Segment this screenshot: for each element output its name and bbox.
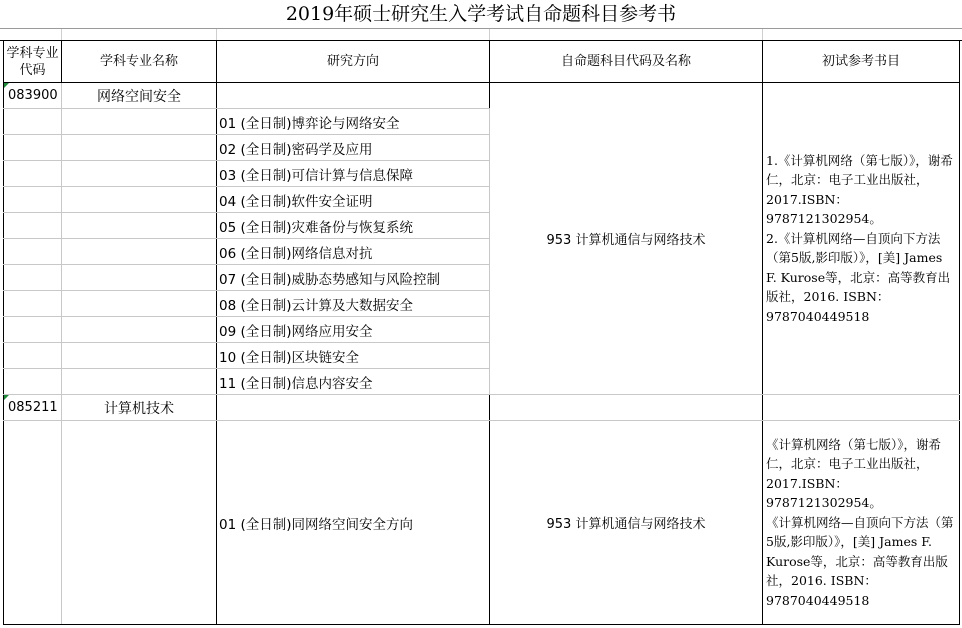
subject-cell[interactable]: 953 计算机通信与网络技术 bbox=[490, 421, 763, 625]
direction-item[interactable]: 07 (全日制)威胁态势感知与风险控制 bbox=[217, 265, 490, 291]
books-list bbox=[763, 151, 959, 327]
name-cell-empty[interactable] bbox=[62, 187, 217, 213]
program-name[interactable]: 计算机技术 bbox=[62, 395, 217, 421]
books-cell[interactable] bbox=[763, 421, 960, 625]
reference-table bbox=[3, 40, 960, 625]
code-cell-empty[interactable] bbox=[4, 109, 62, 135]
direction-item[interactable]: 03 (全日制)可信计算与信息保障 bbox=[217, 161, 490, 187]
direction-item[interactable]: 01 (全日制)同网络空间安全方向 bbox=[217, 421, 490, 625]
direction-cell[interactable] bbox=[217, 83, 490, 109]
header-direction[interactable]: 研究方向 bbox=[217, 41, 490, 83]
code-cell-empty[interactable] bbox=[4, 265, 62, 291]
table-row bbox=[4, 83, 960, 109]
direction-item[interactable]: 08 (全日制)云计算及大数据安全 bbox=[217, 291, 490, 317]
direction-item[interactable]: 05 (全日制)灾难备份与恢复系统 bbox=[217, 213, 490, 239]
code-cell-empty[interactable] bbox=[4, 317, 62, 343]
table-row bbox=[4, 395, 960, 421]
comment-marker-icon bbox=[4, 83, 9, 88]
code-cell-empty[interactable] bbox=[4, 343, 62, 369]
program-name[interactable]: 网络空间安全 bbox=[62, 83, 217, 109]
name-cell-empty[interactable] bbox=[62, 135, 217, 161]
code-cell-empty[interactable] bbox=[4, 291, 62, 317]
header-row bbox=[4, 41, 960, 83]
books-list bbox=[763, 435, 959, 611]
name-cell-empty[interactable] bbox=[62, 421, 217, 625]
name-cell-empty[interactable] bbox=[62, 161, 217, 187]
program-code-cell[interactable] bbox=[4, 83, 62, 109]
header-name[interactable]: 学科专业名称 bbox=[62, 41, 217, 83]
name-cell-empty[interactable] bbox=[62, 239, 217, 265]
direction-item[interactable]: 11 (全日制)信息内容安全 bbox=[217, 369, 490, 395]
code-cell-empty[interactable] bbox=[4, 161, 62, 187]
name-cell-empty[interactable] bbox=[62, 343, 217, 369]
name-cell-empty[interactable] bbox=[62, 213, 217, 239]
program-code: 083900 bbox=[8, 88, 58, 103]
book-item: 1.《计算机网络（第七版）》，谢希仁，北京：电子工业出版社，2017.ISBN：9787121302954。 bbox=[766, 152, 953, 227]
direction-cell[interactable] bbox=[217, 395, 490, 421]
direction-item[interactable]: 06 (全日制)网络信息对抗 bbox=[217, 239, 490, 265]
name-cell-empty[interactable] bbox=[62, 317, 217, 343]
book-item: 2.《计算机网络—自顶向下方法（第5版,影印版）》，[美] James F. Kurose等，北京：高等教育出版社，2016. ISBN：9787040449518 bbox=[766, 230, 951, 324]
direction-item[interactable]: 04 (全日制)软件安全证明 bbox=[217, 187, 490, 213]
direction-item[interactable]: 01 (全日制)博弈论与网络安全 bbox=[217, 109, 490, 135]
header-code[interactable]: 学科专业代码 bbox=[4, 41, 62, 83]
comment-marker-icon bbox=[4, 395, 9, 400]
code-cell-empty[interactable] bbox=[4, 369, 62, 395]
name-cell-empty[interactable] bbox=[62, 369, 217, 395]
book-item: 《计算机网络—自顶向下方法（第5版,影印版）》，[美] James F. Kurose等，北京：高等教育出版社，2016. ISBN：9787040449518 bbox=[766, 514, 954, 608]
subject-cell-empty[interactable] bbox=[490, 395, 763, 421]
header-books[interactable]: 初试参考书目 bbox=[763, 41, 960, 83]
code-cell-empty[interactable] bbox=[4, 421, 62, 625]
name-cell-empty[interactable] bbox=[62, 291, 217, 317]
table-row bbox=[4, 421, 960, 625]
books-cell-empty[interactable] bbox=[763, 395, 960, 421]
program-code: 085211 bbox=[8, 400, 58, 415]
name-cell-empty[interactable] bbox=[62, 109, 217, 135]
name-cell-empty[interactable] bbox=[62, 265, 217, 291]
program-code-cell[interactable] bbox=[4, 395, 62, 421]
book-item: 《计算机网络（第七版）》，谢希仁，北京：电子工业出版社，2017.ISBN：9787121302954。 bbox=[766, 436, 942, 511]
direction-item[interactable]: 10 (全日制)区块链安全 bbox=[217, 343, 490, 369]
direction-item[interactable]: 02 (全日制)密码学及应用 bbox=[217, 135, 490, 161]
code-cell-empty[interactable] bbox=[4, 213, 62, 239]
code-cell-empty[interactable] bbox=[4, 187, 62, 213]
direction-item[interactable]: 09 (全日制)网络应用安全 bbox=[217, 317, 490, 343]
sheet-title: 2019年硕士研究生入学考试自命题科目参考书 bbox=[0, 0, 962, 29]
subject-cell[interactable]: 953 计算机通信与网络技术 bbox=[490, 83, 763, 395]
books-cell[interactable] bbox=[763, 83, 960, 395]
code-cell-empty[interactable] bbox=[4, 135, 62, 161]
header-subject[interactable]: 自命题科目代码及名称 bbox=[490, 41, 763, 83]
code-cell-empty[interactable] bbox=[4, 239, 62, 265]
